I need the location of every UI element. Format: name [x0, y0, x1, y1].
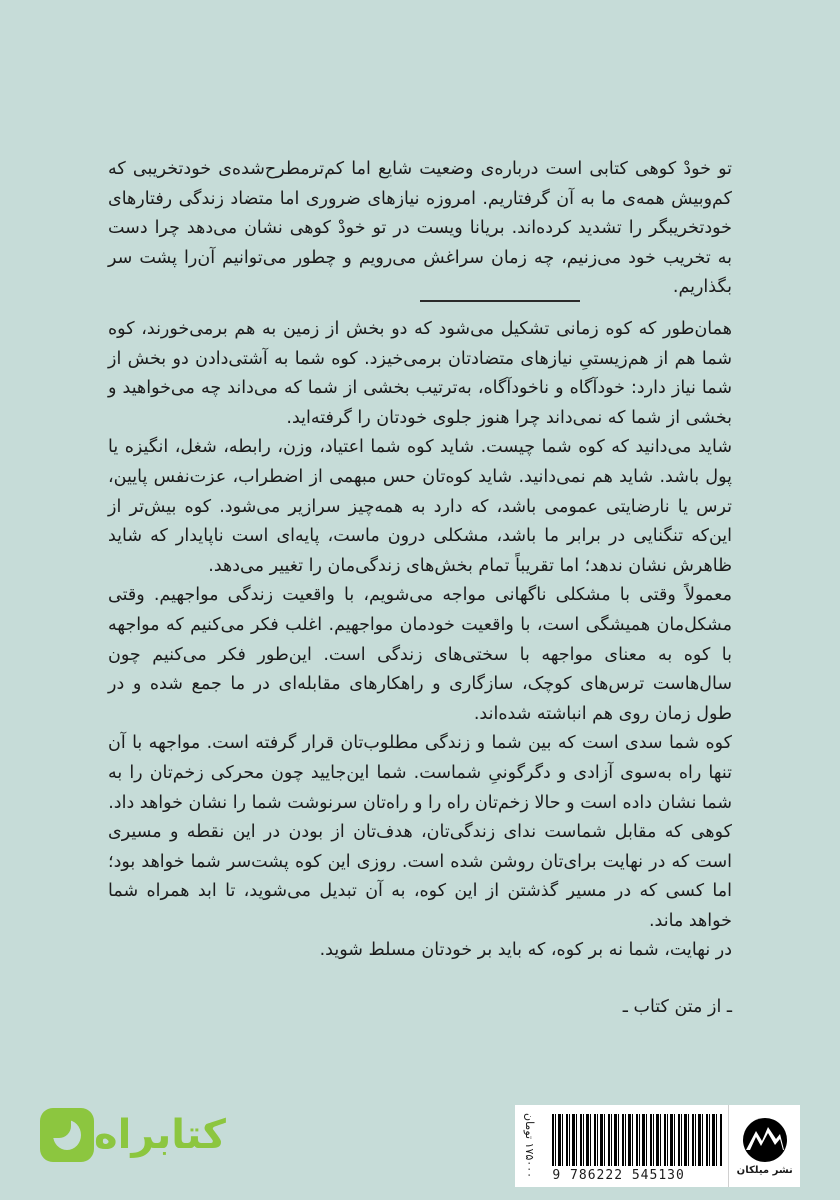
intro-paragraph: تو خودْ کوهی کتابی است دربارەی وضعیت شایع اما کم‌ترمطرح‌شدەی خودتخریبی که کم‌وبیش همەی ما به آن گرفتاریم. امروزه نیازهای ضروری اما متضاد زندگی رفتارهای خودتخریبگر را تشدید کرده‌اند. بریانا ویست در تو خودْ کوهی نشان می‌دهد چرا دست به تخریب خود می‌زنیم، چه زمان سراغش می‌رویم و چطور می‌توانیم آن‌را پشت سر بگذاریم.	[108, 159, 732, 298]
body-paragraph: همان‌طور که کوه زمانی تشکیل می‌شود که دو بخش از زمین به هم برمی‌خورند، کوه شما هم از هم‌زیستیِ نیازهای متضادتان برمی‌خیزد. کوه شما به آشتی‌دادن دو بخش از شما نیاز دارد: خودآگاه و ناخودآگاه، به‌ترتیب بخشی از شما که می‌داند چه می‌خواهید و بخشی از شما که نمی‌داند چرا هنوز جلوی خودتان را گرفته‌اید.	[108, 319, 732, 428]
body-paragraph: کوه شما سدی است که بین شما و زندگی مطلوب‌تان قرار گرفته است. مواجهه با آن تنها راه به‌سوی آزادی و دگرگونیِ شماست. شما این‌جایید چون محرکی زخم‌تان را به شما نشان داده است و حالا زخم‌تان راه را و راه‌تان سرنوشت شما را نشان خواهد داد.	[108, 733, 732, 813]
barcode	[552, 1114, 722, 1166]
body-paragraph: در نهایت، شما نه بر کوه، که باید بر خودتان مسلط شوید.	[319, 940, 732, 961]
isbn-number: 9 786222 545130	[552, 1167, 685, 1183]
mountain-logo-icon	[742, 1117, 788, 1163]
back-cover-strip	[515, 1105, 800, 1187]
body-paragraph: شاید می‌دانید که کوه شما چیست. شاید کوه شما اعتیاد، وزن، رابطه، شغل، انگیزه یا پول باشد. شاید هم نمی‌دانید. شاید کوه‌تان حس مبهمی از اضطراب، عزت‌نفس پایین، ترس یا نارضایتی عمومی باشد، که دارد به همه‌چیز سرازیر می‌شود. کوه بیش‌تر از این‌که تنگنایی در برابر ما باشد، مشکلی درون ماست، پایه‌ای است ناپایدار که شاید ظاهرش نشان ندهد؛ اما تقریباً تمام بخش‌های زندگی‌مان را تغییر می‌دهد.	[108, 437, 732, 576]
price-label: ۱۷۵۰۰۰ تومان	[523, 1113, 537, 1179]
barcode-area	[544, 1105, 728, 1187]
body-paragraph: کوهی که مقابل شماست ندای زندگی‌تان، هدف‌تان از بودن در این نقطه و مسیری است که در نهایت برای‌تان روشن شده است. روزی این کوه پشت‌سر شما خواهد بود؛ اما کسی که در مسیر گذشتن از این کوه، به آن تبدیل می‌شوید، تا ابد همراه شما خواهد ماند.	[108, 822, 732, 931]
logo-text: کتابراه	[94, 1112, 226, 1158]
body-text	[108, 315, 732, 966]
body-paragraph: معمولاً وقتی با مشکلی ناگهانی مواجه می‌شویم، با واقعیت زندگی مواجهیم. وقتی مشکل‌مان همیشگی است، با واقعیت خودمان مواجهیم. اغلب فکر می‌کنیم که مواجهه با کوه به معنای مواجهه با سختی‌های زندگی است. این‌طور فکر می‌کنیم چون سال‌هاست ترس‌های کوچک، سازگاری و راهکارهای مقابله‌ای در ما جمع شده و در طول زمان روی هم انباشته شده‌اند.	[108, 585, 732, 724]
ketabrah-logo	[40, 1108, 232, 1162]
publisher-name: نشر میلکان	[736, 1164, 793, 1176]
section-divider	[420, 300, 580, 302]
price-area	[515, 1105, 544, 1187]
attribution: ـ از متن کتاب ـ	[622, 997, 732, 1017]
ketabrah-logo-icon	[40, 1108, 94, 1162]
publisher-logo	[728, 1105, 800, 1187]
